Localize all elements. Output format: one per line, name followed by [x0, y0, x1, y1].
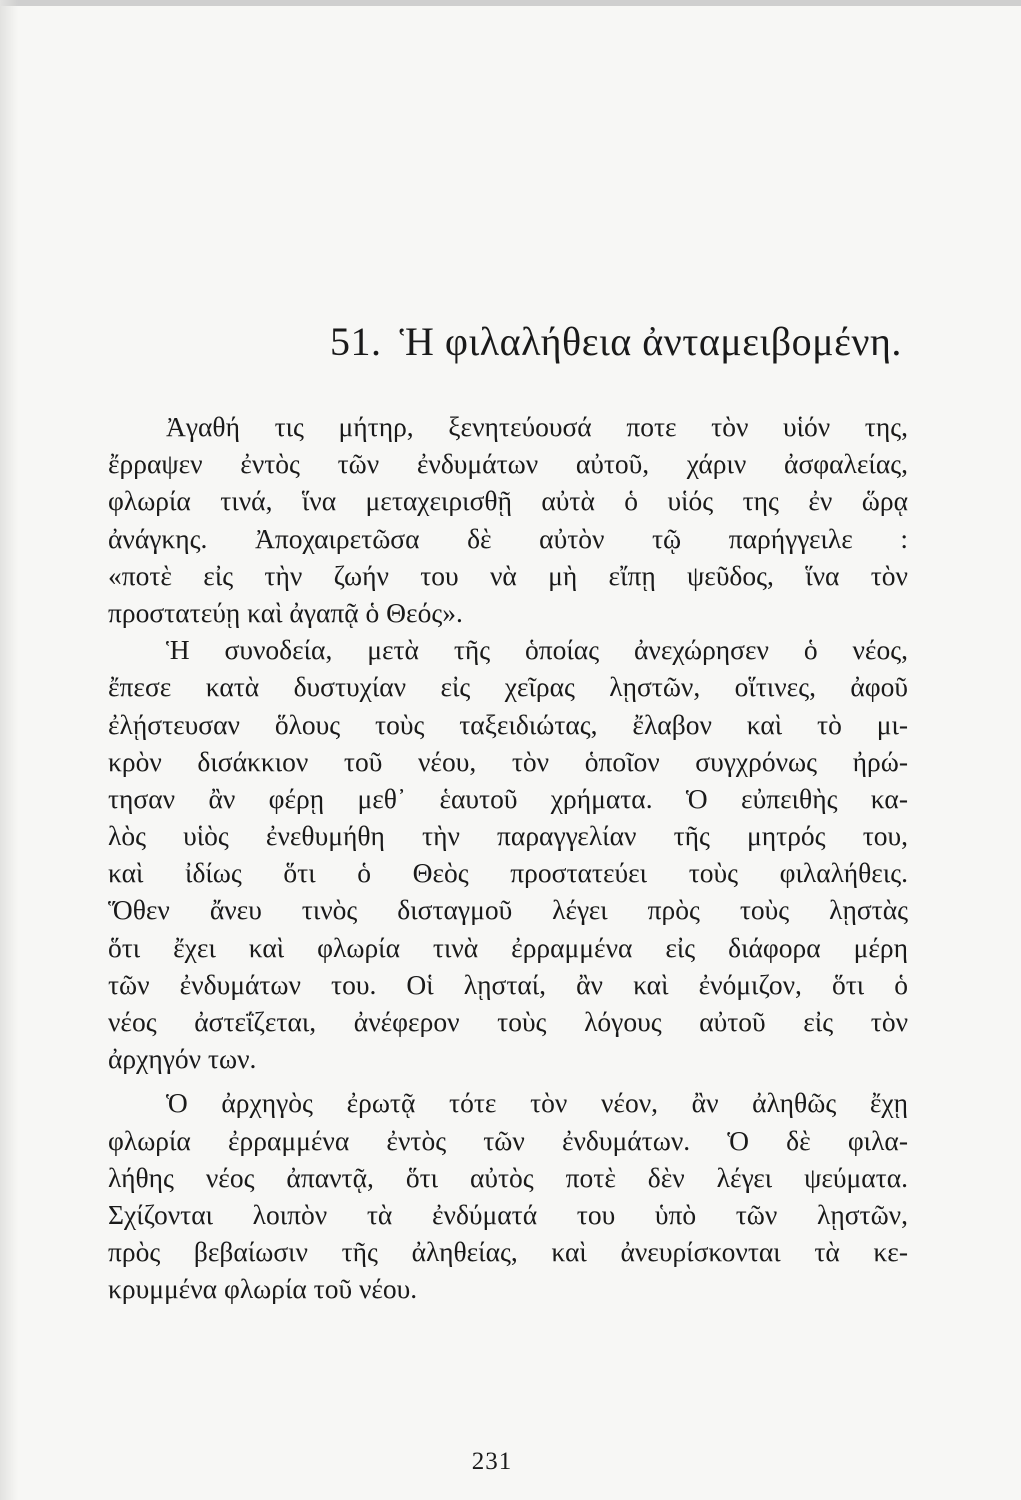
text-line: Σχίζονται λοιπὸν τὰ ἐνδύματά του ὑπὸ τῶν λῃστῶν, — [108, 1198, 908, 1230]
text-line: ἔρραψεν ἐντὸς τῶν ἐνδυμάτων αὐτοῦ, χάριν ἀσφαλείας, — [108, 448, 908, 480]
text-line: κρὸν δισάκκιον τοῦ νέου, τὸν ὁποῖον συγχρόνως ἠρώ- — [108, 745, 908, 777]
text-line: καὶ ἰδίως ὅτι ὁ Θεὸς προστατεύει τοὺς φιλαλήθεις. — [108, 857, 908, 889]
text-line: ἔπεσε κατὰ δυστυχίαν εἰς χεῖρας λῃστῶν, οἵτινες, ἀφοῦ — [108, 671, 908, 703]
text-line: Ἀγαθή τις μήτηρ, ξενητεύουσά ποτε τὸν υἱόν της, — [166, 411, 908, 442]
text-line: φλωρία τινά, ἵνα μεταχειρισθῇ αὐτὰ ὁ υἱός της ἐν ὥρᾳ — [108, 485, 908, 517]
page-binding-shadow — [0, 0, 18, 1500]
text-line: νέος ἀστεΐζεται, ἀνέφερον τοὺς λόγους αὐτοῦ εἰς τὸν — [108, 1006, 908, 1037]
chapter-title-text: Ἡ φιλαλήθεια ἀνταμειβομένη. — [399, 319, 902, 364]
text-line: ὅτι ἔχει καὶ φλωρία τινὰ ἐρραμμένα εἰς διάφορα μέρη — [108, 931, 908, 963]
text-line: Ὁ ἀρχηγὸς ἐρωτᾷ τότε τὸν νέον, ἂν ἀληθῶς ἔχῃ — [166, 1087, 908, 1119]
text-line: πρὸς βεβαίωσιν τῆς ἀληθείας, καὶ ἀνευρίσκονται τὰ κε- — [108, 1236, 908, 1268]
text-line: ἐλῄστευσαν ὅλους τοὺς ταξειδιώτας, ἔλαβον καὶ τὸ μι- — [108, 708, 908, 740]
page-number: 231 — [471, 1448, 513, 1475]
page-top-edge — [0, 0, 1021, 6]
chapter-number: 51. — [330, 319, 382, 364]
text-line: λὸς υἱὸς ἐνεθυμήθη τὴν παραγγελίαν τῆς μητρός του, — [108, 820, 908, 852]
text-line: ἀρχηγόν των. — [108, 1043, 257, 1075]
text-line: προστατεύῃ καὶ ἀγαπᾷ ὁ Θεός». — [108, 596, 463, 628]
text-line: τῶν ἐνδυμάτων του. Οἱ λῃσταί, ἂν καὶ ἐνόμιζον, ὅτι ὁ — [108, 968, 908, 1000]
text-line: ἀνάγκης. Ἀποχαιρετῶσα δὲ αὐτὸν τῷ παρήγγειλε : — [108, 522, 908, 554]
text-line: τησαν ἂν φέρῃ μεθ᾽ ἑαυτοῦ χρήματα. Ὁ εὐπειθὴς κα- — [108, 782, 908, 814]
text-line: Ὅθεν ἄνευ τινὸς δισταγμοῦ λέγει πρὸς τοὺς λῃστὰς — [108, 894, 908, 926]
chapter-body — [108, 408, 908, 1308]
text-line: κρυμμένα φλωρία τοῦ νέου. — [108, 1273, 418, 1305]
text-line: Ἡ συνοδεία, μετὰ τῆς ὁποίας ἀνεχώρησεν ὁ νέος, — [166, 634, 908, 666]
chapter-title — [330, 318, 930, 365]
text-line: φλωρία ἐρραμμένα ἐντὸς τῶν ἐνδυμάτων. Ὁ δὲ φιλα- — [108, 1124, 908, 1156]
text-line: «ποτὲ εἰς τὴν ζωήν του νὰ μὴ εἴπῃ ψεῦδος, ἵνα τὸν — [108, 559, 908, 591]
paragraph-gap — [108, 1077, 908, 1084]
text-line: λήθης νέος ἀπαντᾷ, ὅτι αὐτὸς ποτὲ δὲν λέγει ψεύματα. — [108, 1161, 908, 1193]
